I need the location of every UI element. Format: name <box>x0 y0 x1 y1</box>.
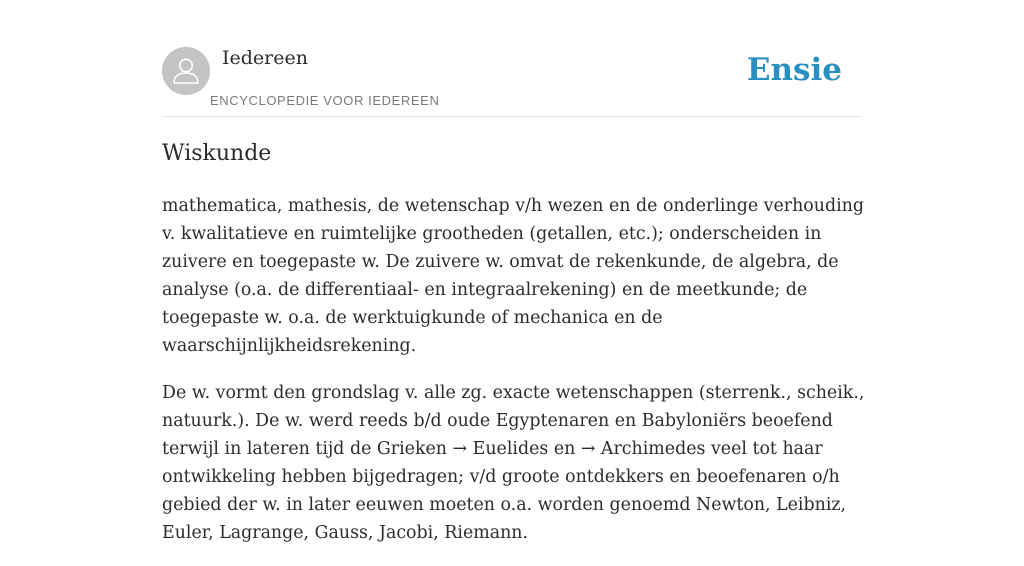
article-paragraph: De w. vormt den grondslag v. alle zg. exacte wetenschappen (sterrenk., scheik., natuurk.). De w. werd reeds b/d oude Egyptenaren en Babyloniërs beoefend terwijl in lateren tijd de Grieken → Euelides en → Archimedes veel tot haar ontwikkeling hebben bijgedragen; v/d groote ontdekkers en beoefenaren o/h gebied der w. in later eeuwen moeten o.a. worden genoemd Newton, Leibniz, Euler, Lagrange, Gauss, Jacobi, Riemann. <box>162 383 865 543</box>
article-body <box>162 192 866 566</box>
avatar[interactable] <box>162 47 210 95</box>
user-icon <box>162 47 210 95</box>
article-paragraph: mathematica, mathesis, de wetenschap v/h wezen en de onderlinge verhouding v. kwalitatieve en ruimtelijke grootheden (getallen, etc.); onderscheiden in zuivere en toegepaste w. De zuivere w. omvat de rekenkunde, de algebra, de analyse (o.a. de differentiaal- en integraalrekening) en de meetkunde; de toegepaste w. o.a. de werktuigkunde of mechanica en de waarschijnlijkheidsrekening. <box>162 196 864 356</box>
brand-logo-link[interactable]: Ensie <box>746 52 842 88</box>
article-title: Wiskunde <box>162 141 272 166</box>
author-name-link[interactable]: Iedereen <box>222 47 308 69</box>
author-header <box>162 46 862 117</box>
author-subtitle: ENCYCLOPEDIE VOOR IEDEREEN <box>210 93 440 108</box>
